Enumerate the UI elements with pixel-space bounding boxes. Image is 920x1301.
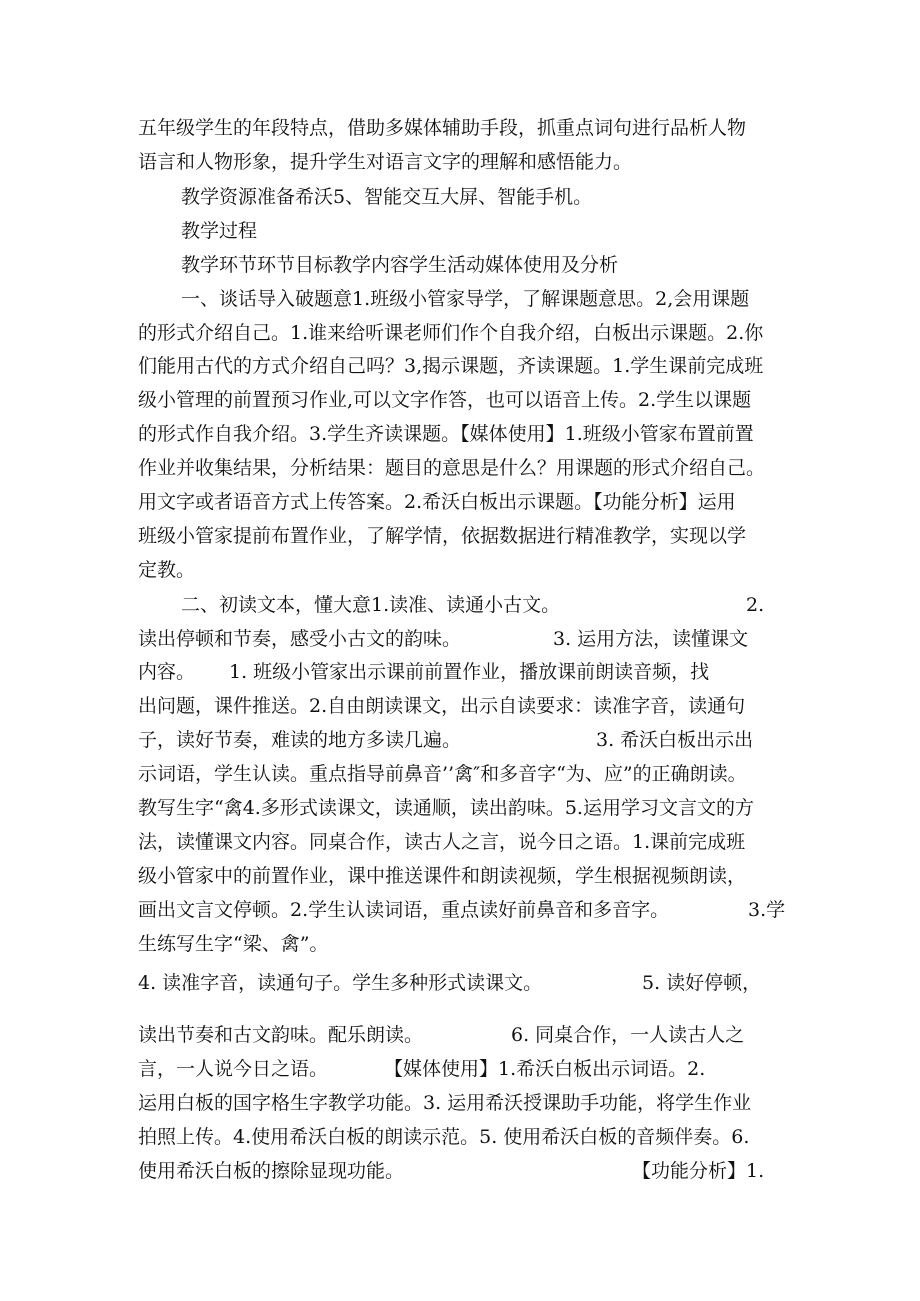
text-line-8: 们能用古代的方式介绍自己吗？3,揭示课题，齐读课题。1.学生课前完成班 xyxy=(138,355,764,377)
text-line-22: 法，读懂课文内容。同桌合作，读古人之言，说今日之语。1.课前完成班 xyxy=(138,831,746,853)
text-line-23: 级小管家中的前置作业，课中推送课件和朗读视频，学生根据视频朗读， xyxy=(138,865,747,887)
text-line-27: 读出节奏和古文韵味。配乐朗读。 xyxy=(138,1024,424,1046)
text-line-25: 生练写生字“梁、禽”。 xyxy=(138,933,329,955)
text-line-29: 运用白板的国字格生字教学功能。3. 运用希沃授课助手功能，将学生作业 xyxy=(138,1092,752,1114)
text-fragment: 3. 希沃白板出示出 xyxy=(596,729,754,751)
text-line-21: 教写生字“禽4.多形式读课文，读通顺，读出韵味。5.运用学习文言文的方 xyxy=(138,797,754,819)
text-line-10: 的形式作自我介绍。3.学生齐读课题。【媒体使用】1.班级小管家布置前置 xyxy=(138,423,754,445)
text-line-7: 的形式介绍自己。1.谁来给听课老师们作个自我介绍，白板出示课题。2.你 xyxy=(138,322,764,344)
text-fragment: 【功能分析】1. xyxy=(632,1160,765,1182)
text-line-17: 内容。 xyxy=(138,661,196,683)
text-fragment: 5. 读好停顿， xyxy=(642,972,762,994)
text-line-3: 教学资源准备希沃5、智能交互大屏、智能手机。 xyxy=(181,186,593,208)
text-line-16: 读出停顿和节奏，感受小古文的韵味。 xyxy=(138,628,462,650)
text-line-30: 拍照上传。4.使用希沃白板的朗读示范。5. 使用希沃白板的音频伴奏。6. xyxy=(138,1126,750,1148)
text-line-28: 言，一人说今日之语。 xyxy=(138,1058,329,1080)
text-line-11: 作业并收集结果，分析结果：题目的意思是什么？用课题的形式介绍自己。 xyxy=(138,457,766,479)
text-line-19: 子，读好节奏，难读的地方多读几遍。 xyxy=(138,729,462,751)
text-line-20: 示词语，学生认读。重点指导前鼻音’’禽″和多音字“为、应”的正确朗读。 xyxy=(138,763,747,785)
text-line-18: 出问题，课件推送。2.自由朗读课文，出示自读要求：读准字音，读通句 xyxy=(138,695,746,717)
table-header-line: 教学环节环节目标教学内容学生活动媒体使用及分析 xyxy=(181,254,619,276)
text-fragment: 3.学 xyxy=(748,899,786,921)
text-line-13: 班级小管家提前布置作业，了解学情，依据数据进行精准教学，实现以学 xyxy=(138,525,747,547)
text-fragment: 3. 运用方法，读懂课文 xyxy=(553,628,749,650)
text-line-9: 级小管理的前置预习作业,可以文字作答，也可以语音上传。2.学生以课题 xyxy=(138,389,752,411)
text-line-2: 语言和人物形象，提升学生对语言文字的理解和感悟能力。 xyxy=(138,151,633,173)
text-line-6: 一、谈话导入破题意1.班级小管家导学，了解课题意思。2,会用课题 xyxy=(181,288,750,310)
text-line-15: 二、初读文本，懂大意1.读准、读通小古文。 xyxy=(181,594,561,616)
text-line-26: 4. 读准字音，读通句子。学生多种形式读课文。 xyxy=(138,972,543,994)
text-fragment: 1. 班级小管家出示课前前置作业，播放课前朗读音频，找 xyxy=(229,661,710,683)
text-fragment: 【媒体使用】1.希沃白板出示词语。2. xyxy=(384,1058,706,1080)
text-line-12: 用文字或者语音方式上传答案。2.希沃白板出示课题。【功能分析】运用 xyxy=(138,491,736,513)
text-line-14: 定教。 xyxy=(138,559,196,581)
text-fragment: 6. 同桌合作，一人读古人之 xyxy=(511,1024,745,1046)
section-heading: 教学过程 xyxy=(181,220,258,242)
text-line-1: 五年级学生的年段特点，借助多媒体辅助手段，抓重点词句进行品析人物 xyxy=(138,117,747,139)
text-fragment: 2. xyxy=(746,594,765,616)
text-line-31: 使用希沃白板的擦除显现功能。 xyxy=(138,1160,405,1182)
text-line-24: 画出文言文停顿。2.学生认读词语，重点读好前鼻音和多音字。 xyxy=(138,899,670,921)
